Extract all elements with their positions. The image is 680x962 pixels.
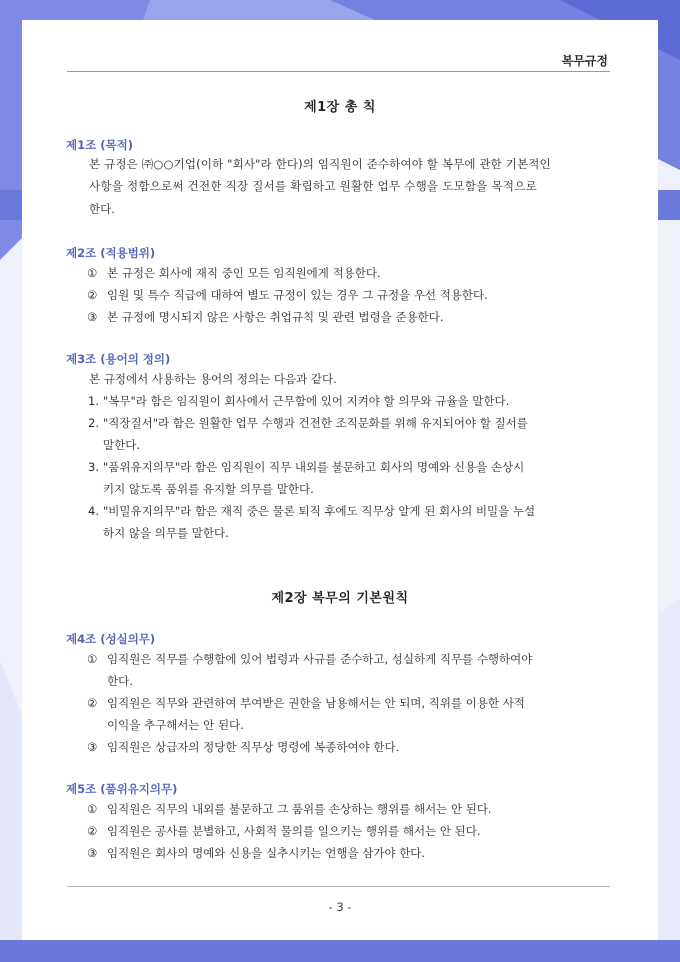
list-item: 임직원은 상급자의 정당한 직무상 명령에 복종하여야 한다. (107, 740, 400, 754)
list-item: 임직원은 직무와 관련하여 부여받은 권한을 남용해서는 안 되며, 직위를 이용한 사적 (107, 696, 525, 710)
article-1-line: 한다. (89, 202, 115, 216)
chapter-2-title: 제2장 복무의 기본원칙 (271, 591, 409, 606)
list-item-continuation: 이익을 추구해서는 안 된다. (107, 718, 244, 732)
list-item-continuation: 한다. (107, 674, 133, 688)
article-5-title: 제5조 (품위유지의무) (66, 782, 178, 796)
list-item: 임직원은 직무의 내외를 불문하고 그 품위를 손상하는 행위를 해서는 안 된다. (107, 802, 492, 816)
list-item-continuation: 키지 않도록 품위를 유지할 의무를 말한다. (103, 482, 314, 496)
article-1-line: 본 규정은 ㈜○○기업(이하 "회사"라 한다)의 임직원이 준수하여야 할 복무에 관한 기본적인 (89, 157, 551, 171)
article-4-title: 제4조 (성실의무) (66, 632, 156, 646)
item-number: ② (87, 824, 98, 838)
list-item: 임직원은 공사를 분별하고, 사회적 물의를 일으키는 행위를 해서는 안 된다. (107, 824, 481, 838)
article-1-line: 사항을 정함으로써 건전한 직장 질서를 확립하고 원활한 업무 수행을 도모함을 목적으로 (89, 179, 537, 193)
item-number: ③ (87, 740, 98, 754)
list-item: "품위유지의무"라 함은 임직원이 직무 내외를 불문하고 회사의 명예와 신용을 손상시 (103, 460, 525, 474)
list-item-continuation: 하지 않을 의무를 말한다. (103, 526, 229, 540)
list-item: "직장질서"라 함은 원활한 업무 수행과 건전한 조직문화를 위해 유지되어야 할 질서를 (103, 416, 528, 430)
item-number: 3. (88, 460, 99, 474)
article-3-intro: 본 규정에서 사용하는 용어의 정의는 다음과 같다. (89, 372, 337, 386)
article-2-title: 제2조 (적용범위) (66, 246, 156, 260)
list-item: 임원 및 특수 직급에 대하여 별도 규정이 있는 경우 그 규정을 우선 적용한다. (107, 288, 488, 302)
list-item: "비밀유지의무"라 함은 재직 중은 물론 퇴직 후에도 직무상 알게 된 회사의 비밀을 누설 (103, 504, 536, 518)
list-item: 임직원은 회사의 명예와 신용을 실추시키는 언행을 삼가야 한다. (107, 846, 426, 860)
item-number: 4. (88, 504, 99, 518)
item-number: ① (87, 266, 98, 280)
article-3-title: 제3조 (용어의 정의) (66, 352, 171, 366)
article-1-title: 제1조 (목적) (66, 138, 133, 152)
list-item: 본 규정에 명시되지 않은 사항은 취업규칙 및 관련 법령을 준용한다. (107, 310, 444, 324)
document-page (22, 20, 658, 940)
item-number: ① (87, 802, 98, 816)
chapter-1-title: 제1장 총 칙 (304, 100, 376, 115)
list-item: "복무"라 함은 임직원이 회사에서 근무함에 있어 지켜야 할 의무와 규율을 말한다. (103, 394, 510, 408)
item-number: ③ (87, 846, 98, 860)
item-number: ③ (87, 310, 98, 324)
list-item: 본 규정은 회사에 재직 중인 모든 임직원에게 적용한다. (107, 266, 381, 280)
header-title: 복무규정 (561, 54, 608, 68)
list-item-continuation: 말한다. (103, 438, 140, 452)
item-number: ① (87, 652, 98, 666)
header-divider (67, 71, 610, 72)
item-number: 2. (88, 416, 99, 430)
item-number: 1. (88, 394, 99, 408)
list-item: 임직원은 직무를 수행함에 있어 법령과 사규를 준수하고, 성실하게 직무를 수행하여야 (107, 652, 533, 666)
item-number: ② (87, 696, 98, 710)
footer-divider (67, 886, 610, 887)
page-number: - 3 - (328, 900, 352, 914)
item-number: ② (87, 288, 98, 302)
